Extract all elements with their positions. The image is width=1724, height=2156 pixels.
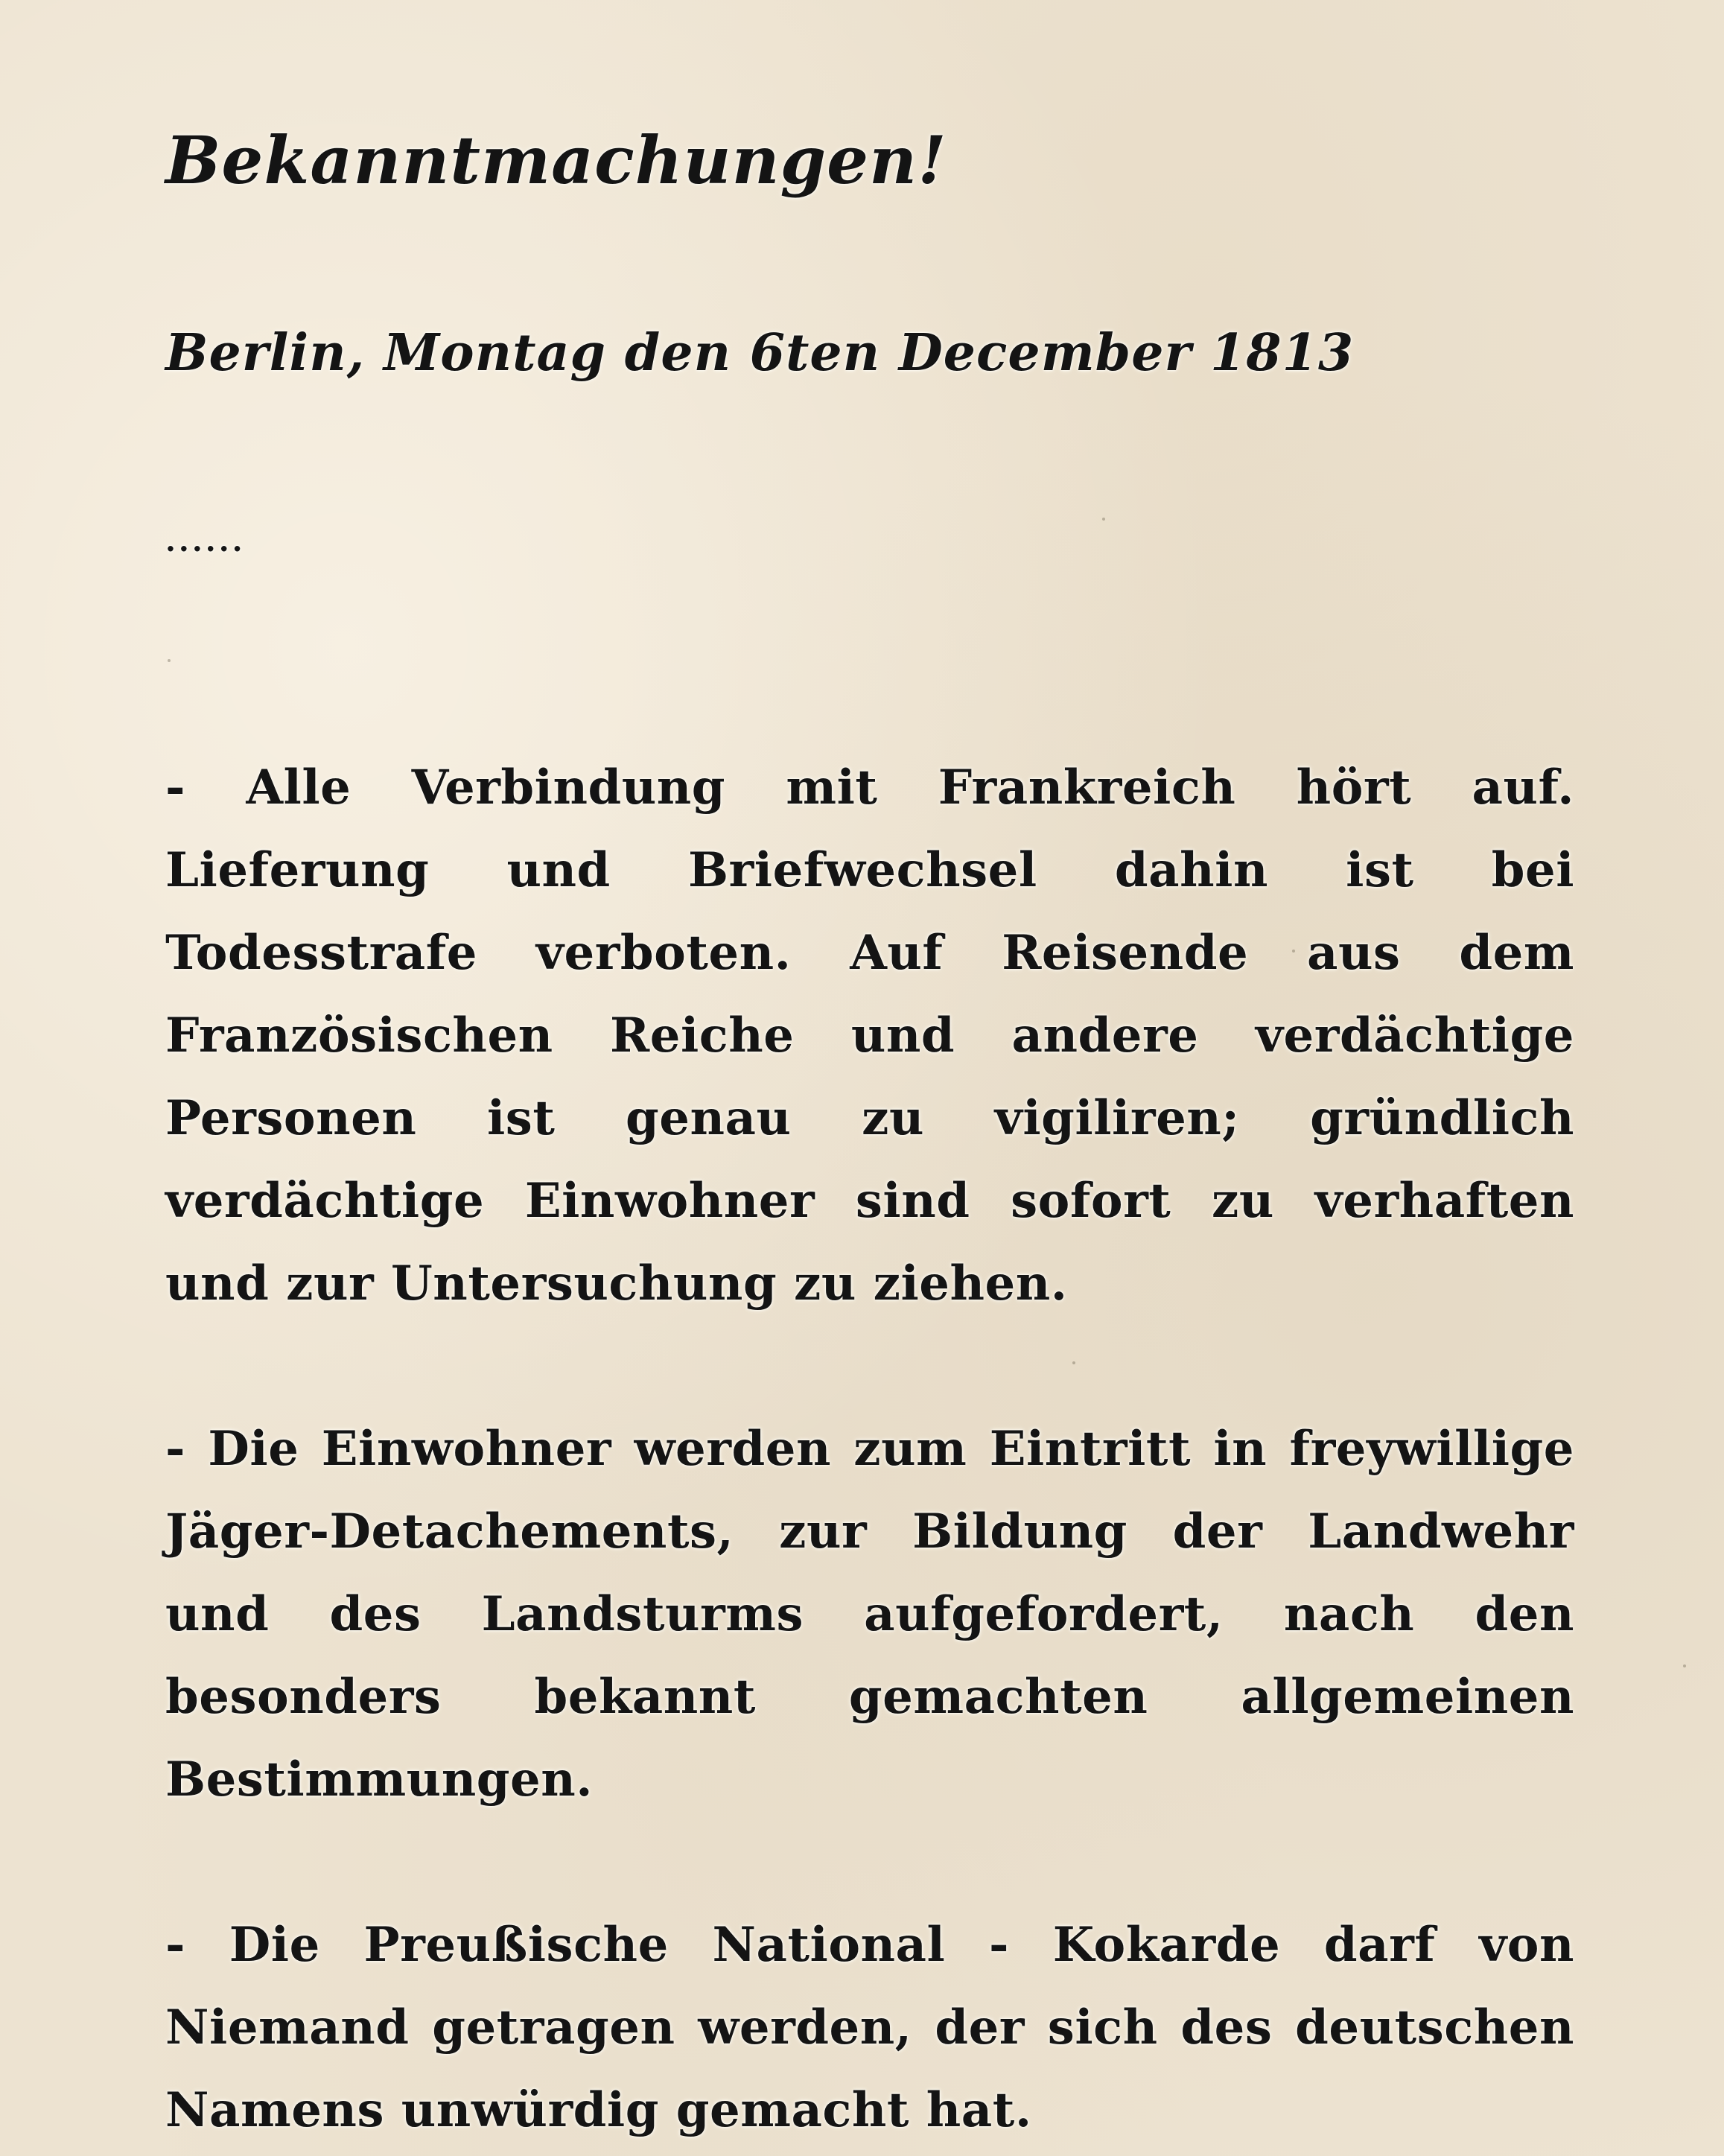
- document-title: Bekanntmachungen!: [165, 121, 947, 199]
- paragraph-1: - Alle Verbindung mit Frankreich hört auf. Lieferung und Briefwechsel dahin ist bei Todesstrafe verboten. Auf Reisende aus dem Französischen Reiche und andere verdächtige Personen ist genau zu vigiliren; gründlich verdächtige Einwohner sind sofort zu verhaften und zur Untersuchung zu ziehen.: [165, 760, 1574, 1311]
- paragraph-3: - Die Preußische National - Kokarde darf von Niemand getragen werden, der sich des deutschen Namens unwürdig gemacht hat.: [165, 1917, 1574, 2138]
- paper-speck: [1683, 1664, 1686, 1667]
- separator: ......: [165, 524, 246, 559]
- document-page: [165, 112, 1574, 2152]
- paragraph-2: - Die Einwohner werden zum Eintritt in freywillige Jäger-Detachements, zur Bildung der Landwehr und des Landsturms aufgefordert, nach den besonders bekannt gemachten allgemeinen Bestimmungen.: [165, 1421, 1574, 1807]
- dateline: Berlin, Montag den 6ten December 1813: [165, 323, 1355, 383]
